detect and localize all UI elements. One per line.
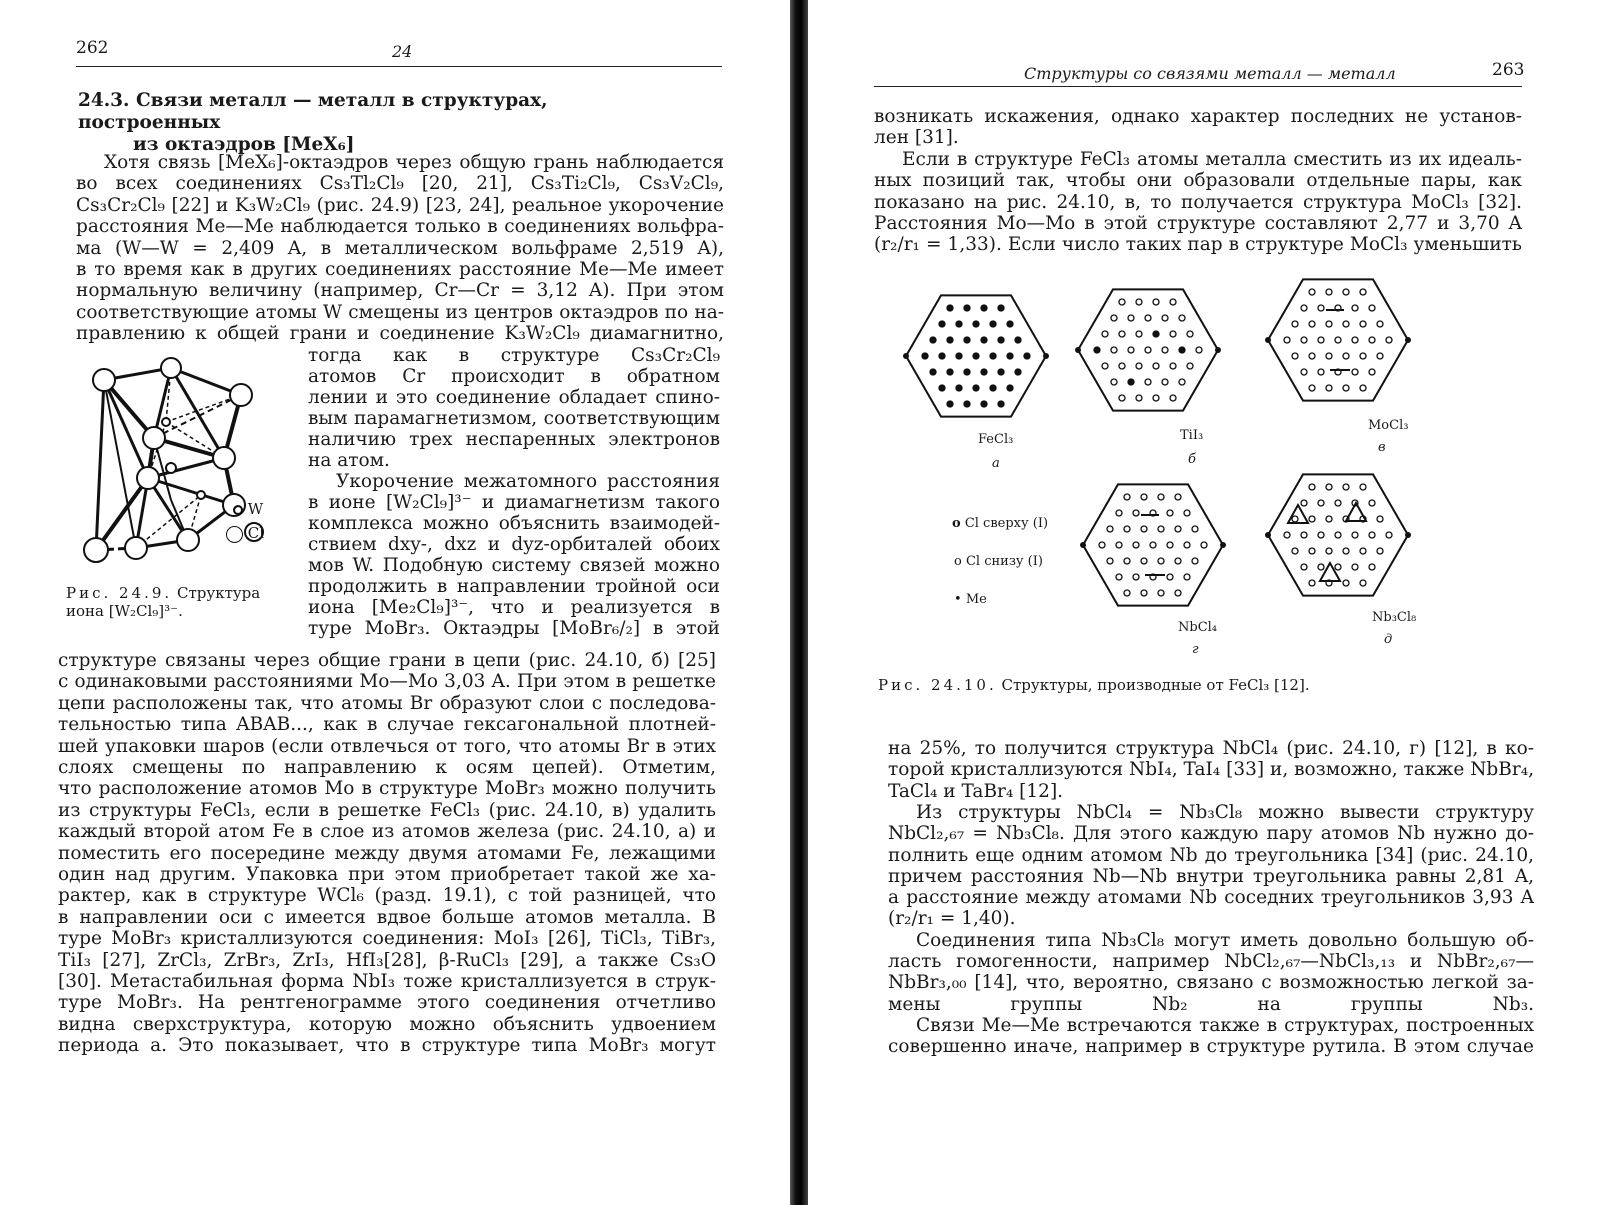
text-line: тельностью типа ABAB..., как в случае гексагональной плотней- <box>58 714 716 736</box>
text-line: цепи расположены так, что атомы Br образуют слои с последова- <box>58 692 716 714</box>
text-line: ласть гомогенности, например NbCl₂,₆₇—NbCl₃,₁₃ и NbBr₂,₆₇— <box>888 951 1534 972</box>
running-head-left: 24 <box>392 42 413 61</box>
text-line: из структуры FeCl₃, если в решетке FeCl₃ (рис. 24.10, в) удалить <box>58 799 716 821</box>
panel-formula: Nb₃Cl₈ <box>1372 610 1417 625</box>
text-line: рактер, как в структуре WCl₆ (разд. 19.1), с той разницей, что <box>58 885 716 907</box>
text-line: на атом. <box>308 450 390 471</box>
panel-letter: б <box>1188 452 1196 467</box>
text-line: комплекса можно объяснить взаимодей- <box>308 513 720 534</box>
header-rule-left <box>76 66 722 67</box>
text-line: [30]. Метастабильная форма NbI₃ тоже кристаллизуется в струк- <box>58 971 716 992</box>
section-number: 24.3. <box>78 90 130 111</box>
text-line: NbCl₂,₆₇ = Nb₃Cl₈. Для этого каждую пару атомов Nb нужно до- <box>888 823 1534 845</box>
text-line: совершенно иначе, например в структуре рутила. В этом случае <box>888 1036 1534 1058</box>
page-number-left: 262 <box>76 38 109 58</box>
hexagon-panel-mocl3 <box>1265 279 1411 400</box>
text-line: Укорочение межатомного расстояния <box>336 471 720 492</box>
text-line: ма (W—W = 2,409 A, в металлическом вольфраме 2,519 A), <box>76 237 724 259</box>
text-line: в то время как в других соединениях расстояние Me—Me имеет <box>76 259 724 280</box>
text-line: нормальную величину (например, Cr—Cr = 3,12 A). При этом <box>76 280 724 302</box>
text-line: поместить его посередине между двумя атомами Fe, лежащими <box>58 842 716 864</box>
legend-cl-top: o Cl сверху (I) <box>952 516 1049 531</box>
panel-letter: а <box>992 456 1000 471</box>
panel-formula: NbCl₄ <box>1178 620 1218 635</box>
text-line: TaCl₄ и TaBr₄ [12]. <box>888 780 1064 802</box>
text-line: (r₂/r₁ = 1,33). Если число таких пар в структуре MoCl₃ уменьшить <box>874 234 1522 256</box>
panel-formula: MoCl₃ <box>1368 418 1409 433</box>
text-line: мены группы Nb₂ на группы Nb₃. <box>888 993 1534 1015</box>
section-heading <box>78 90 678 156</box>
text-line: TiI₃ [27], ZrCl₃, ZrBr₃, ZrI₃, HfI₃[28], β-RuCl₃ [29], а также Cs₃O <box>58 949 716 971</box>
fig249-legend-w: W <box>234 500 263 518</box>
text-line: периода a. Это показывает, что в структуре типа MoBr₃ могут <box>58 1035 716 1057</box>
text-line: правлению к общей грани и соединение K₃W₂Cl₉ диамагнитно, <box>76 323 724 345</box>
text-line: в направлении оси c имеется вдвое больше атомов металла. В <box>58 906 716 928</box>
text-line: показано на рис. 24.10, в, то получается структура MoCl₃ [32]. <box>874 191 1522 213</box>
text-line: Cs₃Cr₂Cl₉ [22] и K₃W₂Cl₉ (рис. 24.9) [23, 24], реальное укорочение <box>76 194 724 216</box>
fig249-caption-line2: иона [W₂Cl₉]³⁻. <box>66 602 183 620</box>
cl-atom-marker <box>226 526 243 543</box>
text-line: расстояния Me—Me наблюдается только в соединениях вольфра- <box>76 216 724 238</box>
text-line: вым парамагнетизмом, соответствующим <box>308 408 720 429</box>
text-line: полнить еще одним атомом Nb до треугольника [34] (рис. 24.10, <box>888 844 1534 866</box>
text-line: Из структуры NbCl₄ = Nb₃Cl₈ можно вывести структуру <box>916 801 1534 823</box>
panel-letter: д <box>1384 632 1393 647</box>
text-line: с одинаковыми расстояниями Mo—Mo 3,03 A. При этом в решетке <box>58 671 716 693</box>
running-head-right: Структуры со связями металл — металл <box>1024 64 1396 83</box>
text-line: структуре связаны через общие грани в цепи (рис. 24.10, б) [25] <box>58 650 716 671</box>
text-line: причем расстояния Nb—Nb внутри треугольника равны 2,81 A, <box>888 865 1534 887</box>
hexagon-panel-nb3cl8 <box>1265 474 1411 595</box>
text-line: лении и это соединение обладает спино- <box>308 387 720 408</box>
text-line: продолжить в направлении тройной оси <box>308 576 720 597</box>
text-line: Хотя связь [MeX₆]-октаэдров через общую грань наблюдается <box>104 152 724 173</box>
text-line: во всех соединениях Cs₃Tl₂Cl₉ [20, 21], Cs₃Ti₂Cl₉, Cs₃V₂Cl₉, <box>76 173 724 195</box>
text-line: слоях смещены по направлению к осям цепей). Отметим, <box>58 757 716 778</box>
right-page <box>808 0 1600 1205</box>
text-line: в ионе [W₂Cl₉]³⁻ и диамагнетизм такого <box>308 492 720 513</box>
text-line: что расположение атомов Mo в структуре MoBr₃ можно получить <box>58 778 716 800</box>
text-line: Расстояния Mo—Mo в этой структуре составляют 2,77 и 3,70 A <box>874 213 1522 234</box>
panel-formula: TiI₃ <box>1180 428 1204 443</box>
fig249-caption-line1: Рис. 24.9. Структура <box>66 584 261 602</box>
text-line: ных позиций так, чтобы они образовали отдельные пары, как <box>874 170 1522 192</box>
header-rule-right <box>874 86 1522 87</box>
text-line: Если в структуре FeCl₃ атомы металла сместить из их идеаль- <box>902 148 1522 170</box>
fig249-legend-cl: Cl <box>226 524 264 543</box>
legend-cl-bottom: o Cl снизу (I) <box>954 554 1043 569</box>
text-line: возникать искажения, однако характер последних не установ- <box>874 106 1522 127</box>
text-line: Связи Me—Me встречаются также в структурах, построенных <box>916 1014 1534 1036</box>
text-line: туре MoBr₃ кристаллизуются соединения: MoI₃ [26], TiCl₃, TiBr₃, <box>58 928 716 950</box>
text-line: торой кристаллизуются NbI₄, TaI₄ [33] и, возможно, также NbBr₄, <box>888 759 1534 781</box>
fig2410-caption: Рис. 24.10. Структуры, производные от FeCl₃ [12]. <box>878 676 1310 694</box>
panel-formula: FeCl₃ <box>978 432 1014 447</box>
text-line: туре MoBr₃. На рентгенограмме этого соединения отчетливо <box>58 992 716 1014</box>
text-line: шей упаковки шаров (если отвлечься от того, что атомы Br в этих <box>58 735 716 757</box>
text-line: тогда как в структуре Cs₃Cr₂Cl₉ <box>308 345 720 366</box>
w2cl9-structure-figure <box>76 360 306 585</box>
w-atom-marker <box>234 506 243 515</box>
text-line: ствием dxy-, dxz и dyz-орбиталей обоих <box>308 534 720 555</box>
left-page <box>0 0 790 1205</box>
text-line: каждый второй атом Fe в слое из атомов железа (рис. 24.10, а) и <box>58 821 716 843</box>
book-spine <box>790 0 808 1205</box>
panel-letter: г <box>1192 642 1199 657</box>
hexagon-panel-fecl3 <box>903 295 1049 416</box>
hexagon-panel-nbcl4 <box>1080 484 1226 605</box>
text-line: на 25%, то получится структура NbCl₄ (рис. 24.10, г) [12], в ко- <box>888 738 1534 759</box>
text-line: видна сверхструктура, которую можно объяснить удвоением <box>58 1013 716 1035</box>
text-line: туре MoBr₃. Октаэдры [MoBr₆/₂] в этой <box>308 618 720 639</box>
legend-me: • Me <box>954 592 987 607</box>
text-line: один над другим. Упаковка при этом приобретает такой же ха- <box>58 864 716 885</box>
hexagon-panel-til3 <box>1075 289 1221 410</box>
text-line: соответствующие атомы W смещены из центров октаэдров по на- <box>76 301 724 323</box>
text-line: атомов Cr происходит в обратном <box>308 366 720 387</box>
text-line: наличию трех неспаренных электронов <box>308 429 720 450</box>
text-line: иона [Me₂Cl₉]³⁻, что и реализуется в <box>308 597 720 618</box>
section-title-line1: Связи металл — металл в структурах, построенных <box>78 90 548 133</box>
text-line: (r₂/r₁ = 1,40). <box>888 908 1016 930</box>
text-line: NbBr₃,₀₀ [14], что, вероятно, связано с возможностью легкой за- <box>888 972 1534 994</box>
text-line: мов W. Подобную систему связей можно <box>308 555 720 576</box>
panel-letter: в <box>1378 440 1386 455</box>
fecl3-derived-structures-figure <box>908 270 1488 630</box>
section-title-line2: из октаэдров [MeX₆] <box>133 134 355 155</box>
text-line: Соединения типа Nb₃Cl₈ могут иметь довольно большую об- <box>916 929 1534 951</box>
text-line: а расстояние между атомами Nb соседних треугольников 3,93 A <box>888 887 1534 909</box>
text-line: лен [31]. <box>874 127 959 149</box>
page-number-right: 263 <box>1492 60 1525 80</box>
